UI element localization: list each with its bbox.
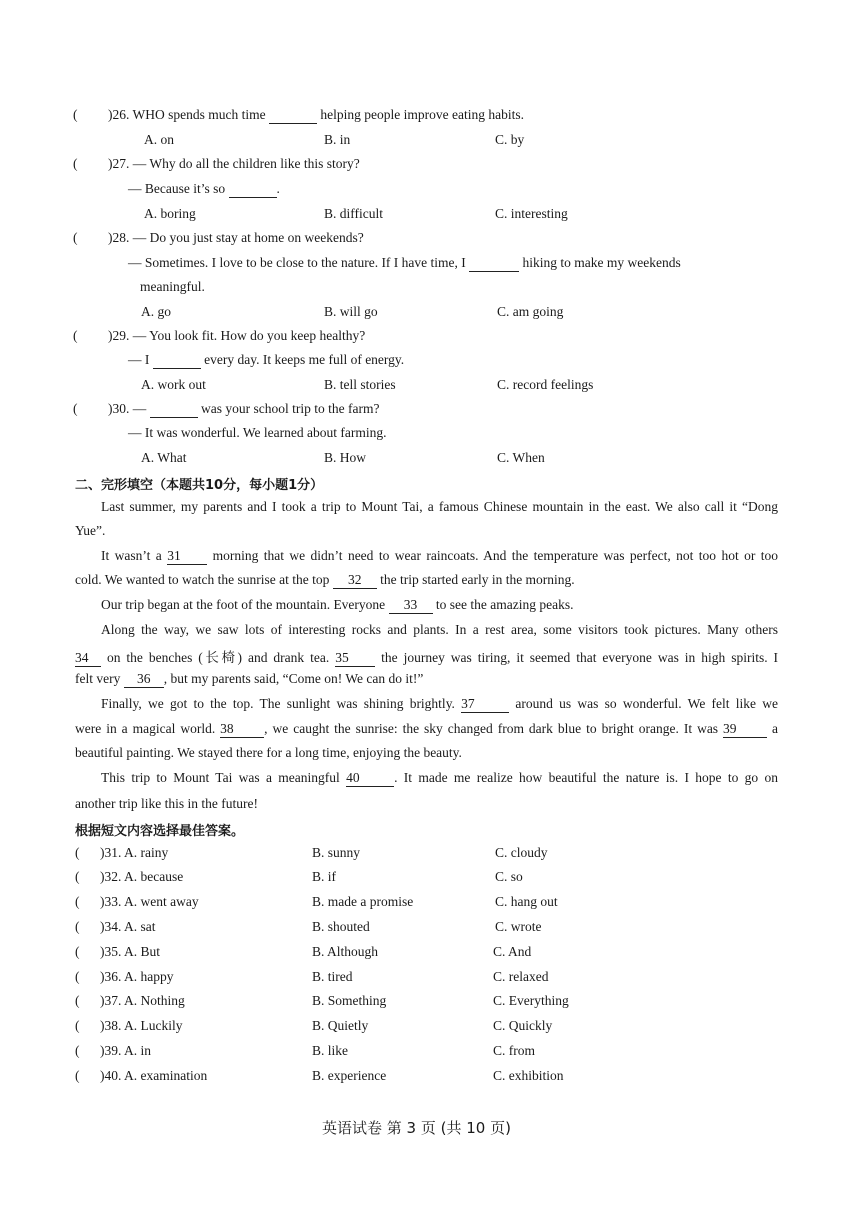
stem-dash: — [132,401,147,416]
cloze-blank-38: 38 [220,721,264,738]
reply-line: — It was wonderful. We learned about farming. [128,425,387,440]
option-c: C. record feelings [497,377,594,392]
question-number: 27 [112,156,126,171]
option-b: B. experience [312,1068,387,1083]
option-b: B. Something [312,993,387,1008]
paragraph-1-line-1 [75,499,778,515]
question-stem: )30. — was your school trip to the farm? [108,401,380,416]
reply-line-2: meaningful. [140,279,205,294]
answer-paren: ( [75,1018,80,1033]
option-b: B. Although [312,944,379,959]
answer-paren: ( [75,845,80,860]
answer-paren: ( [73,230,78,245]
text: the journey was tiring, it seemed that everyone was in high spirits. I [381,650,779,665]
question-number: 29 [112,328,126,343]
option-b: B. if [312,869,337,884]
cloze-blank-32: 32 [333,572,377,589]
paragraph-4-line-1 [75,622,778,638]
answer-blank [229,181,277,198]
answer-paren: ( [75,944,80,959]
cloze-blank-35: 35 [335,650,375,667]
option-a: )35. A. But [100,944,161,959]
question-stem: )27. — Why do all the children like this story? [108,156,360,171]
option-c: C. by [495,132,525,147]
option-a: A. boring [144,206,196,221]
text: were in a magical world. [75,721,216,736]
option-a: A. go [141,304,171,319]
cloze-blank-33: 33 [389,597,433,614]
question-stem: )28. — Do you just stay at home on weekends? [108,230,364,245]
answer-paren: ( [75,1068,80,1083]
cloze-blank-34: 34 [75,650,101,667]
cloze-instruction: 根据短文内容选择最佳答案。 [75,824,245,839]
reply-text-after: hiking to make my weekends [522,255,681,270]
option-a: )39. A. in [100,1043,152,1058]
option-b: B. sunny [312,845,361,860]
text: to see the amazing peaks. [435,597,574,612]
option-b: B. made a promise [312,894,414,909]
option-c: C. relaxed [493,969,549,984]
option-b: B. tell stories [324,377,396,392]
answer-paren: ( [73,156,78,171]
option-b: B. difficult [324,206,383,221]
text: It wasn’t a [101,548,162,563]
text: Finally, we got to the top. The sunlight was shining brightly. [101,696,455,711]
text: Last summer, my parents and I took a trip to Mount Tai, a famous Chinese mountain in the east. We also call it “Dong [101,499,778,514]
option-a: )40. A. examination [100,1068,208,1083]
option-b: B. How [324,450,367,465]
answer-paren: ( [75,919,80,934]
text: Along the way, we saw lots of interesting rocks and plants. In a rest area, some visitors took pictures. Many others [101,622,778,637]
option-a: )36. A. happy [100,969,174,984]
cloze-blank-39: 39 [723,721,767,738]
paragraph-5-line-3: beautiful painting. We stayed there for a long time, enjoying the beauty. [75,745,462,760]
stem-text: — You look fit. How do you keep healthy? [132,328,366,343]
text: morning that we didn’t need to wear raincoats. And the temperature was perfect, not too hot or too [212,548,778,563]
option-c: C. hang out [495,894,558,909]
text: Our trip began at the foot of the mountain. Everyone [101,597,386,612]
paragraph-4-line-3 [75,671,778,688]
option-c: C. When [497,450,545,465]
option-b: B. will go [324,304,378,319]
option-a: A. What [141,450,187,465]
paragraph-4-line-2 [75,646,778,667]
paragraph-6-line-1 [75,770,778,787]
answer-paren: ( [73,328,78,343]
answer-paren: ( [75,1043,80,1058]
text: felt very [75,671,121,686]
reply-line [128,255,681,272]
option-c: C. And [493,944,532,959]
stem-text: — Do you just stay at home on weekends? [132,230,364,245]
question-stem: )26. WHO spends much time helping people improve eating habits. [108,107,524,122]
paragraph-6-line-2: another trip like this in the future! [75,796,258,811]
option-b: B. in [324,132,351,147]
paragraph-3 [75,597,778,614]
text: a [772,721,778,736]
answer-blank [469,255,519,272]
answer-blank [153,352,201,369]
question-number: 30 [112,401,126,416]
stem-text: — Why do all the children like this story? [132,156,360,171]
option-b: B. shouted [312,919,370,934]
answer-blank [269,107,317,124]
text: , but my parents said, “Come on! We can do it!” [163,671,424,686]
option-b: B. like [312,1043,348,1058]
option-a: )31. A. rainy [100,845,169,860]
cloze-blank-37: 37 [461,696,509,713]
option-a: A. on [144,132,174,147]
text: This trip to Mount Tai was a meaningful [101,770,340,785]
reply-text: — Sometimes. I love to be close to the nature. If I have time, I [128,255,466,270]
answer-paren: ( [75,894,80,909]
reply-text: — Because it’s so [128,181,226,196]
option-c: C. am going [497,304,564,319]
paragraph-2-line-2 [75,572,778,589]
answer-blank [150,401,198,418]
text: around us was so wonderful. We felt like we [515,696,778,711]
option-c: C. from [493,1043,535,1058]
option-c: C. cloudy [495,845,548,860]
question-stem: )29. — You look fit. How do you keep healthy? [108,328,366,343]
reply-line [128,352,404,369]
question-number: 28 [112,230,126,245]
option-b: B. Quietly [312,1018,369,1033]
stem-text: WHO spends much time [132,107,266,122]
answer-paren: ( [73,107,78,122]
question-number: 26 [112,107,126,122]
reply-text: — I [128,352,150,367]
option-c: C. exhibition [493,1068,564,1083]
cloze-blank-40: 40 [346,770,394,787]
option-a: )32. A. because [100,869,184,884]
option-c: C. Quickly [493,1018,553,1033]
text: , we caught the sunrise: the sky changed from dark blue to bright orange. It was [264,721,719,736]
paragraph-2-line-1 [75,548,778,565]
option-a: )33. A. went away [100,894,199,909]
paragraph-1-line-2: Yue”. [75,523,106,538]
answer-paren: ( [75,969,80,984]
answer-paren: ( [75,869,80,884]
option-a: )38. A. Luckily [100,1018,183,1033]
answer-paren: ( [75,993,80,1008]
text: cold. We wanted to watch the sunrise at the top [75,572,330,587]
option-a: A. work out [141,377,206,392]
reply-line [128,181,280,198]
paragraph-5-line-1 [75,696,778,713]
answer-paren: ( [73,401,78,416]
option-c: C. wrote [495,919,542,934]
page-footer: 英语试卷 第 3 页 (共 10 页) [322,1119,511,1137]
stem-text: was your school trip to the farm? [201,401,380,416]
stem-text-after: helping people improve eating habits. [320,107,524,122]
cloze-blank-36: 36 [124,671,164,688]
option-c: C. interesting [495,206,568,221]
text: on the benches (长椅) and drank tea. [106,650,330,665]
reply-text-after: every day. It keeps me full of energy. [204,352,405,367]
option-a: )37. A. Nothing [100,993,185,1008]
option-b: B. tired [312,969,353,984]
option-c: C. Everything [493,993,569,1008]
text: the trip started early in the morning. [380,572,575,587]
cloze-blank-31: 31 [167,548,207,565]
reply-text-after: . [276,181,280,196]
text: . It made me realize how beautiful the nature is. I hope to go on [394,770,778,785]
paragraph-5-line-2 [75,721,778,738]
section-heading: 二、完形填空（本题共10分，每小题1分） [75,478,324,493]
option-a: )34. A. sat [100,919,156,934]
option-c: C. so [495,869,523,884]
